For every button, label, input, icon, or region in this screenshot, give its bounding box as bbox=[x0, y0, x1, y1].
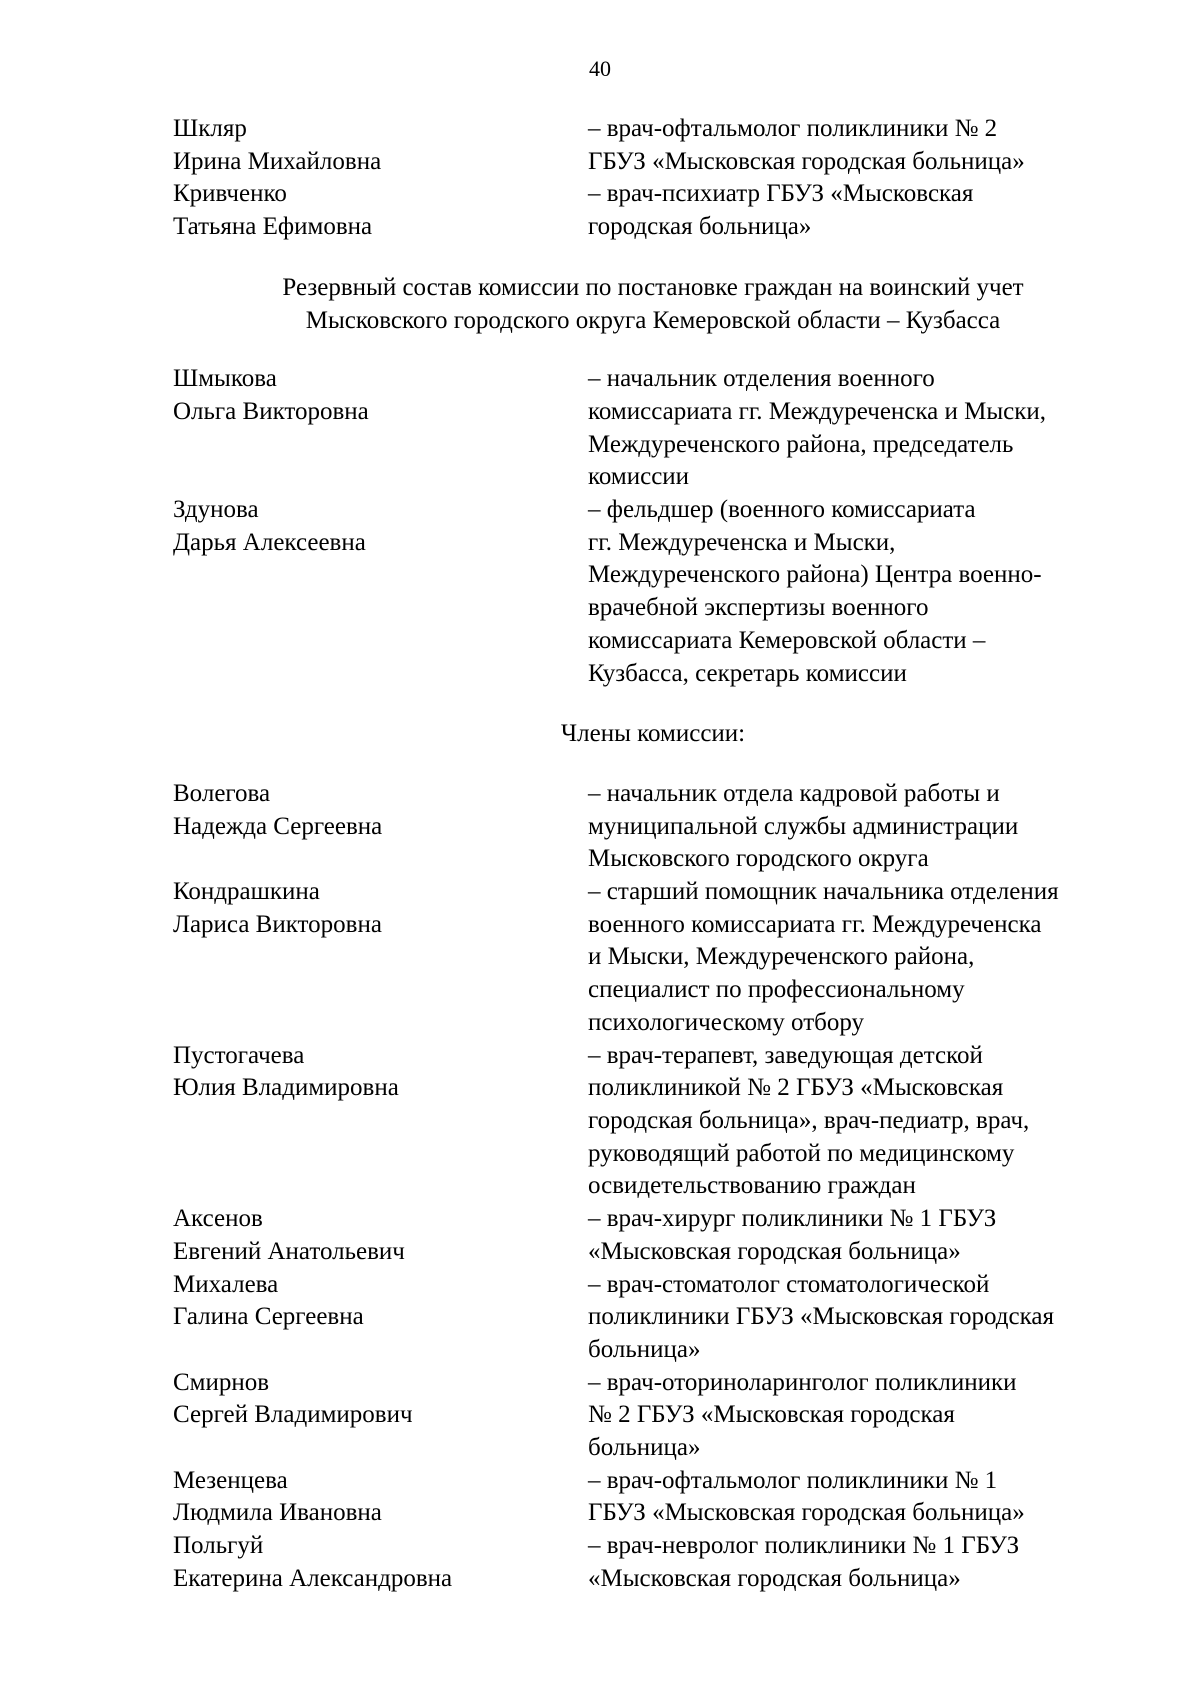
member-name-line: Здунова bbox=[173, 496, 259, 524]
member-name-line: Екатерина Александровна bbox=[173, 1564, 453, 1592]
member-role-line: – врач-оториноларинголог поликлиники bbox=[588, 1368, 1017, 1396]
members-heading: Члены комиссии: bbox=[560, 720, 746, 748]
member-name bbox=[173, 1367, 588, 1432]
member-role-line: муниципальной службы администрации bbox=[588, 812, 1019, 840]
member-role bbox=[588, 1530, 1133, 1595]
member-name-line: Польгуй bbox=[173, 1532, 264, 1560]
member-entry bbox=[173, 1367, 1133, 1465]
member-role-line: № 2 ГБУЗ «Мысковская городская bbox=[588, 1401, 955, 1429]
member-name-line: Юлия Владимировна bbox=[173, 1074, 399, 1102]
member-role-line: руководящий работой по медицинскому bbox=[588, 1139, 1015, 1167]
member-name bbox=[173, 1269, 588, 1334]
member-name bbox=[173, 876, 588, 941]
member-name-line: Лариса Викторовна bbox=[173, 910, 382, 938]
member-name-line: Галина Сергеевна bbox=[173, 1303, 364, 1331]
member-name-line: Татьяна Ефимовна bbox=[173, 213, 373, 241]
member-role-line: освидетельствованию граждан bbox=[588, 1172, 916, 1200]
member-role-line: врачебной экспертизы военного bbox=[588, 594, 929, 622]
member-role-line: городская больница», врач-педиатр, врач, bbox=[588, 1106, 1030, 1134]
member-role-line: военного комиссариата гг. Междуреченска bbox=[588, 910, 1042, 938]
member-name-line: Дарья Алексеевна bbox=[173, 528, 366, 556]
member-entry bbox=[173, 1203, 1133, 1268]
member-name-line: Евгений Анатольевич bbox=[173, 1237, 405, 1265]
member-name bbox=[173, 494, 588, 559]
member-role bbox=[588, 178, 1133, 243]
member-name-line: Шкляр bbox=[173, 115, 247, 142]
member-name-line: Мезенцева bbox=[173, 1466, 288, 1494]
member-role bbox=[588, 1040, 1133, 1204]
member-role-line: «Мысковская городская больница» bbox=[588, 1564, 961, 1592]
member-name-line: Смирнов bbox=[173, 1368, 270, 1396]
member-role bbox=[588, 876, 1133, 1040]
member-entry bbox=[173, 1040, 1133, 1204]
member-role bbox=[588, 1465, 1133, 1530]
member-name-line: Пустогачева bbox=[173, 1041, 305, 1069]
section1-members bbox=[173, 113, 1133, 244]
member-entry bbox=[173, 113, 1133, 178]
member-role-line: комиссариата гг. Междуреченска и Мыски, bbox=[588, 397, 1047, 425]
member-role-line: – начальник отдела кадровой работы и bbox=[588, 779, 1000, 807]
member-role-line: – врач-офтальмолог поликлиники № 1 bbox=[588, 1466, 998, 1494]
member-name-line: Кондрашкина bbox=[173, 878, 320, 906]
member-role-line: – начальник отделения военного bbox=[588, 365, 935, 393]
member-entry bbox=[173, 363, 1133, 494]
member-role-line: – врач-стоматолог стоматологической bbox=[588, 1270, 990, 1298]
member-entry bbox=[173, 1465, 1133, 1530]
member-name bbox=[173, 1040, 588, 1105]
member-role-line: комиссии bbox=[588, 463, 690, 491]
member-role-line: – фельдшер (военного комиссариата bbox=[588, 496, 976, 524]
member-role-line: – старший помощник начальника отделения bbox=[588, 878, 1059, 906]
member-role-line: специалист по профессиональному bbox=[588, 976, 965, 1004]
member-entry bbox=[173, 876, 1133, 1040]
member-role-line: – врач-психиатр ГБУЗ «Мысковская bbox=[588, 180, 974, 208]
member-name-line: Аксенов bbox=[173, 1205, 263, 1233]
member-name-line: Сергей Владимирович bbox=[173, 1401, 413, 1429]
member-name-line: Волегова bbox=[173, 779, 271, 807]
member-name bbox=[173, 778, 588, 843]
member-role-line: комиссариата Кемеровской области – bbox=[588, 626, 986, 654]
page-number: 40 bbox=[589, 56, 611, 81]
reserve-heading-line: Мысковского городского округа Кемеровской области – Кузбасса bbox=[305, 306, 1001, 334]
member-role bbox=[588, 363, 1133, 494]
member-role-line: ГБУЗ «Мысковская городская больница» bbox=[588, 147, 1025, 175]
member-name-line: Надежда Сергеевна bbox=[173, 812, 383, 840]
member-name-line: Ольга Викторовна bbox=[173, 397, 369, 425]
member-role-line: Междуреченского района, председатель bbox=[588, 430, 1014, 458]
member-role bbox=[588, 113, 1133, 178]
member-role-line: – врач-невролог поликлиники № 1 ГБУЗ bbox=[588, 1532, 1020, 1560]
member-role-line: гг. Междуреченска и Мыски, bbox=[588, 528, 896, 556]
member-name-line: Кривченко bbox=[173, 180, 287, 208]
member-role bbox=[588, 1269, 1133, 1367]
member-name bbox=[173, 113, 588, 178]
member-role-line: «Мысковская городская больница» bbox=[588, 1237, 961, 1265]
member-role-line: поликлиникой № 2 ГБУЗ «Мысковская bbox=[588, 1074, 1004, 1102]
reserve-members bbox=[173, 778, 1133, 1596]
member-entry bbox=[173, 778, 1133, 876]
member-role-line: ГБУЗ «Мысковская городская больница» bbox=[588, 1499, 1025, 1527]
member-role bbox=[588, 1203, 1133, 1268]
member-role-line: городская больница» bbox=[588, 213, 812, 241]
member-name bbox=[173, 1465, 588, 1530]
member-name bbox=[173, 178, 588, 243]
member-role-line: и Мыски, Междуреченского района, bbox=[588, 943, 975, 971]
reserve-leaders bbox=[173, 363, 1133, 690]
member-role-line: – врач-офтальмолог поликлиники № 2 bbox=[588, 115, 998, 142]
member-role bbox=[588, 494, 1133, 690]
member-name bbox=[173, 1530, 588, 1595]
member-name-line: Людмила Ивановна bbox=[173, 1499, 382, 1527]
member-role-line: Мысковского городского округа bbox=[588, 845, 929, 873]
member-entry bbox=[173, 494, 1133, 690]
member-name bbox=[173, 1203, 588, 1268]
reserve-heading bbox=[173, 272, 1133, 337]
member-role-line: психологическому отбору bbox=[588, 1008, 865, 1036]
member-name-line: Михалева bbox=[173, 1270, 279, 1298]
reserve-heading-line: Резервный состав комиссии по постановке граждан на воинский учет bbox=[282, 273, 1024, 301]
member-role-line: поликлиники ГБУЗ «Мысковская городская bbox=[588, 1303, 1054, 1331]
member-role-line: – врач-терапевт, заведующая детской bbox=[588, 1041, 983, 1069]
member-entry bbox=[173, 1269, 1133, 1367]
member-role bbox=[588, 778, 1133, 876]
member-entry bbox=[173, 1530, 1133, 1595]
document-body bbox=[173, 113, 1133, 1596]
member-name bbox=[173, 363, 588, 428]
member-role-line: Кузбасса, секретарь комиссии bbox=[588, 659, 907, 687]
member-role-line: больница» bbox=[588, 1335, 701, 1363]
member-role bbox=[588, 1367, 1133, 1465]
member-role-line: больница» bbox=[588, 1434, 701, 1462]
member-name-line: Шмыкова bbox=[173, 365, 277, 393]
member-entry bbox=[173, 178, 1133, 243]
member-name-line: Ирина Михайловна bbox=[173, 147, 382, 175]
member-role-line: Междуреченского района) Центра военно- bbox=[588, 561, 1042, 589]
member-role-line: – врач-хирург поликлиники № 1 ГБУЗ bbox=[588, 1205, 997, 1233]
